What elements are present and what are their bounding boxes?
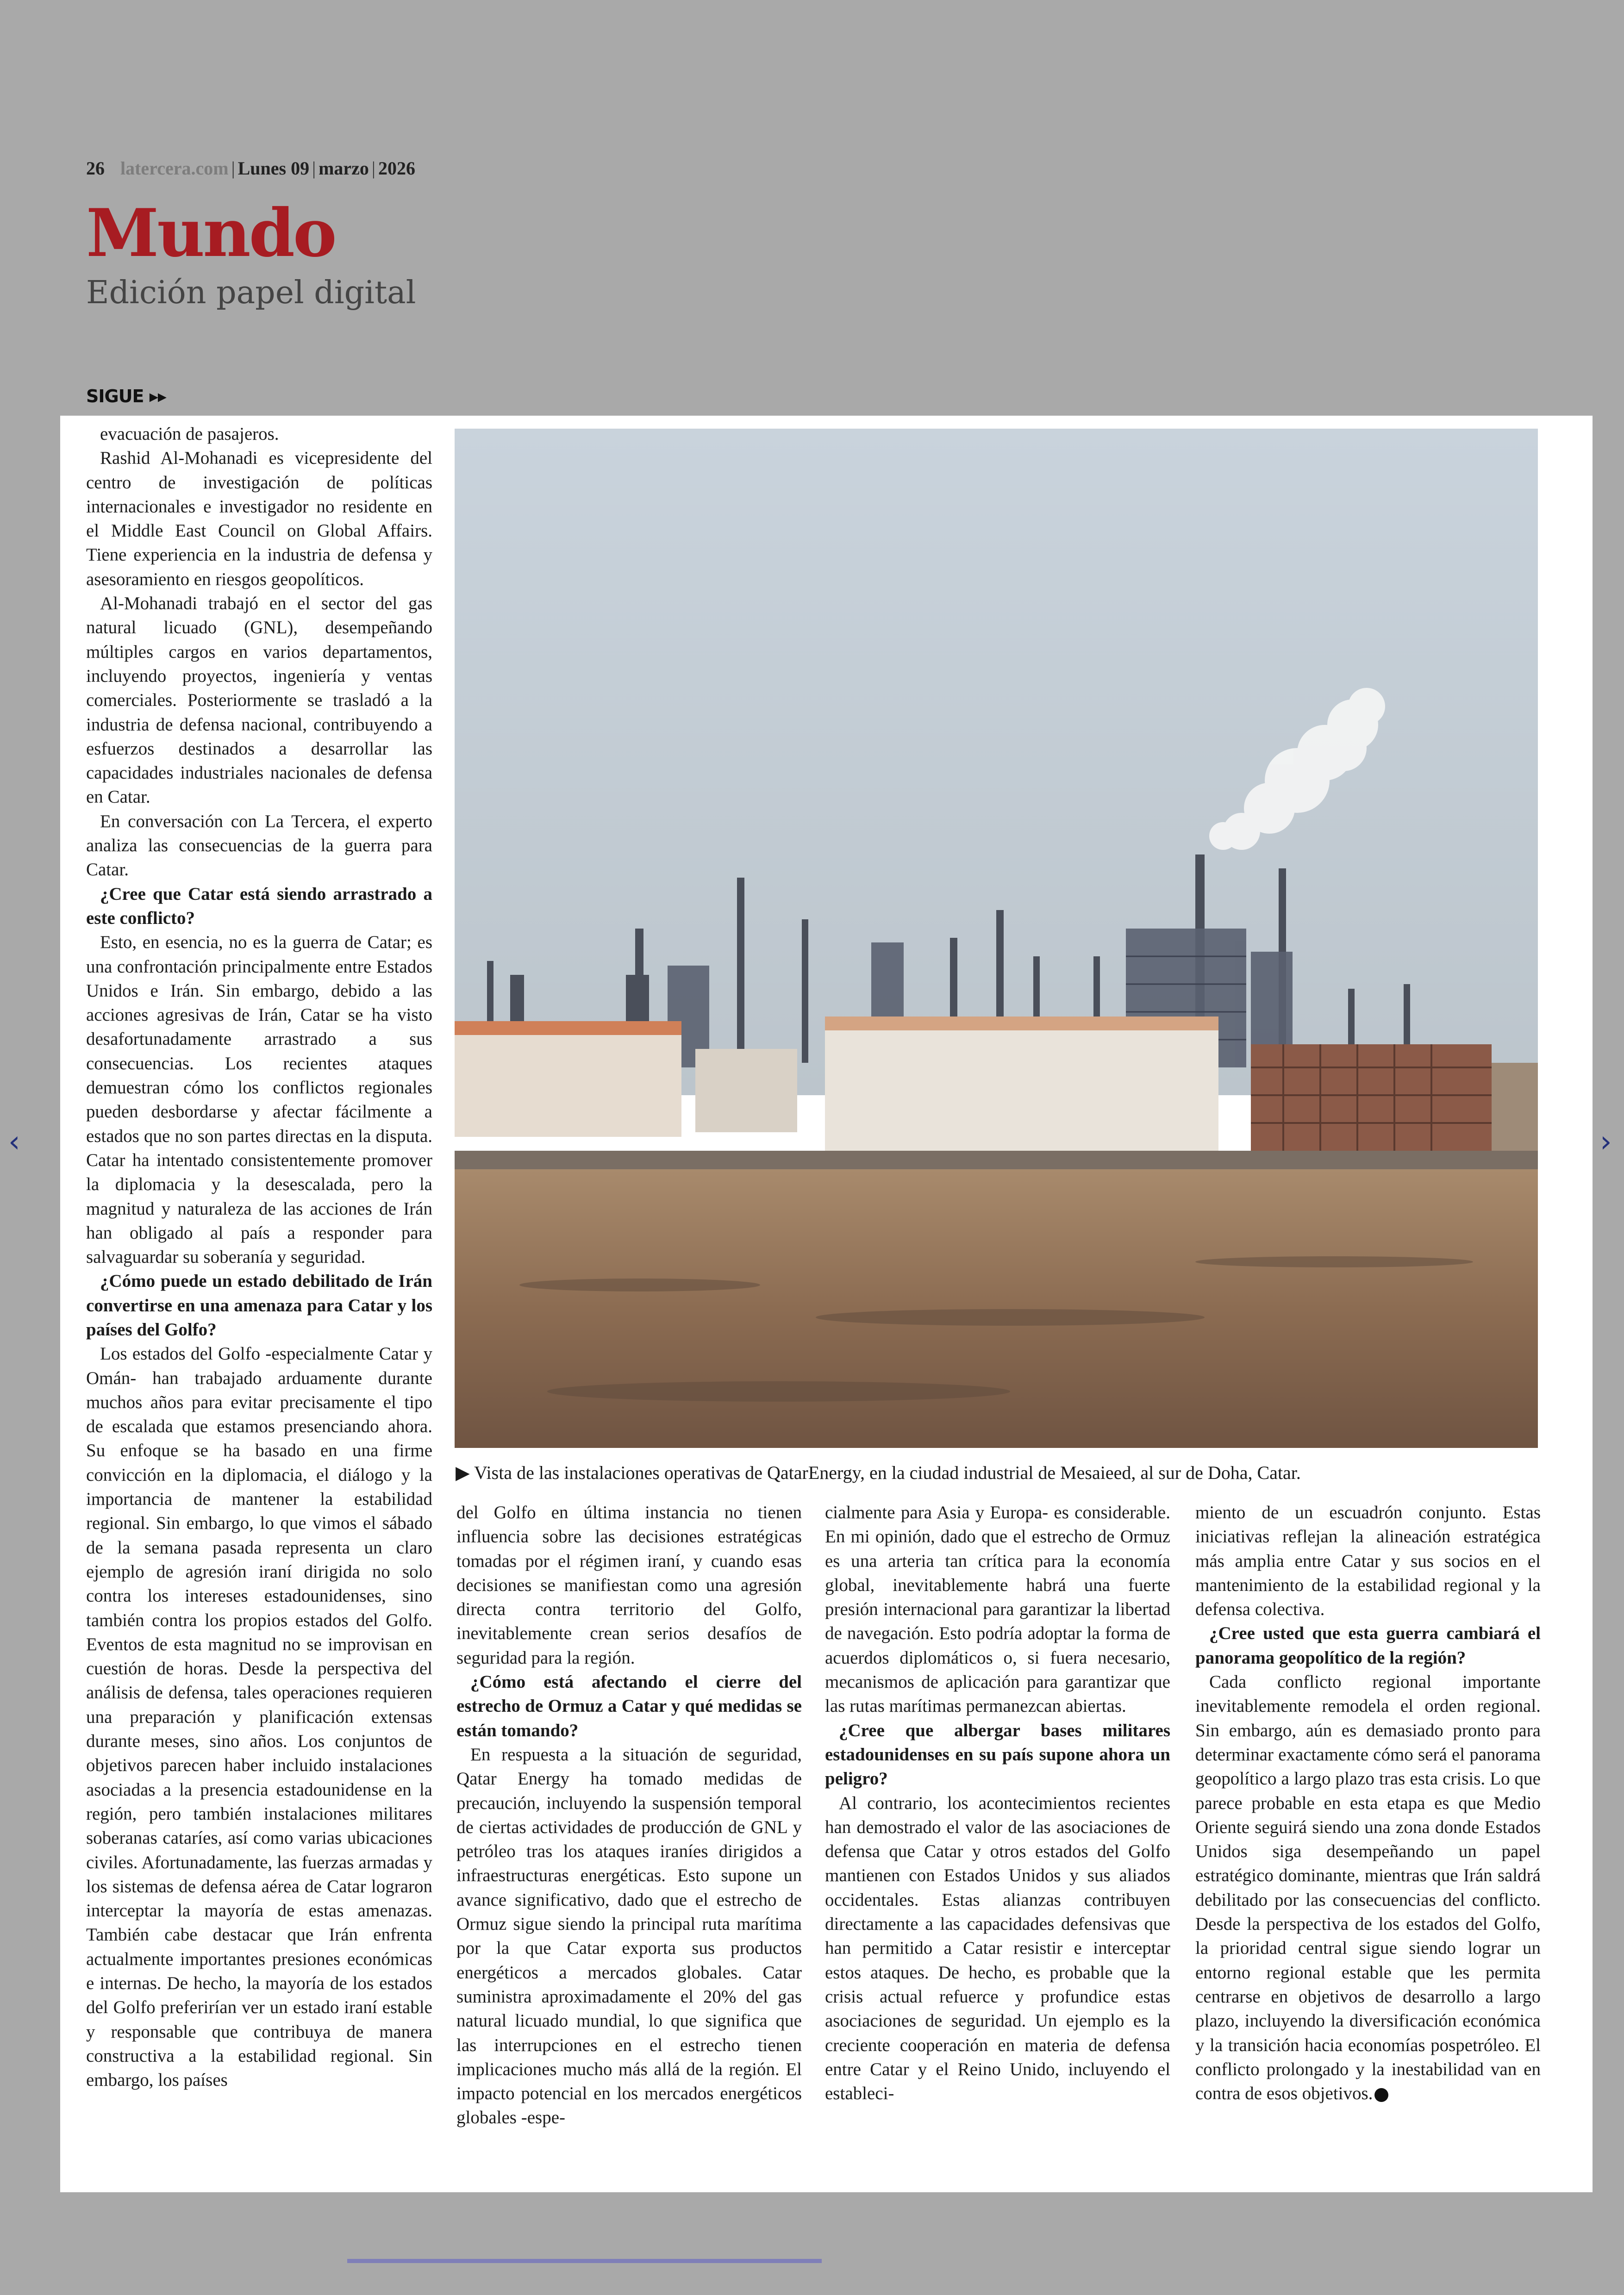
- dateline: 26 latercera.com | Lunes 09 | marzo | 2026: [86, 158, 415, 179]
- article-paragraph: En respuesta a la situación de seguridad, Qatar Energy ha tomado medidas de precaución, incluyendo la suspensión temporal de ciertas actividades de producción de GNL y petróleo tras los ataques iraníes dirigidos a infraestructuras energéticas. Esto supone un avance significativo, dado que el estrecho de Ormuz sigue siendo la principal ruta marítima por la que Catar exporta sus productos energéticos a mercados globales. Catar suministra aproximadamente el 20% del gas natural licuado mundial, lo que significa que las interrupciones en el estrecho tienen implicaciones mucho más allá de la región. El impacto potencial en los mercados energéticos globales -espe-: [456, 1744, 802, 2128]
- next-page-arrow-icon[interactable]: ›: [1600, 1125, 1612, 1159]
- article-paragraph: Al-Mohanadi trabajó en el sector del gas natural licuado (GNL), desempeñando múltiples cargos en varios departamentos, incluyendo proyectos, ingeniería y ventas comerciales. Posteriormente se trasladó a la industria de defensa nacional, contribuyendo a esfuerzos destinados a desarrollar las capacidades industriales nacionales de defensa en Catar.: [86, 593, 432, 807]
- article-paragraph: evacuación de pasajeros.: [100, 424, 279, 444]
- article-paragraph: En conversación con La Tercera, el experto analiza las consecuencias de la guerra para Catar.: [86, 811, 432, 880]
- interview-question: ¿Cree usted que esta guerra cambiará el panorama geopolítico de la región?: [1195, 1623, 1541, 1668]
- date-month: marzo: [319, 158, 369, 179]
- article-column-4: [1195, 1501, 1541, 2106]
- page-number: 26: [86, 158, 105, 179]
- edition-subtitle: Edición papel digital: [86, 274, 416, 311]
- section-title: Mundo: [86, 195, 335, 272]
- interview-question: ¿Cree que Catar está siendo arrastrado a este conflicto?: [86, 884, 432, 928]
- article-paragraph: del Golfo en última instancia no tienen influencia sobre las decisiones estratégicas tomadas por el régimen iraní, y cuando esas decisiones se manifiestan como una agresión directa contra territorio del Golfo, inevitablemente crean serios desafíos de seguridad para la región.: [456, 1503, 802, 1668]
- article-paragraph: Los estados del Golfo -especialmente Catar y Omán- han trabajado arduamente durante muchos años para evitar precisamente el tipo de escalada que estamos presenciando ahora. Su enfoque se ha basado en una firme convicción en la diplomacia, el diálogo y la importancia de mantener la estabilidad regional. Sin embargo, lo que vimos el sábado de la semana pasada representa un claro ejemplo de agresión iraní dirigida no solo contra los intereses estadounidenses, sino también contra los propios estados del Golfo. Eventos de esta magnitud no se improvisan en cuestión de horas. Desde la perspectiva del análisis de defensa, tales operaciones requieren una preparación y planificación extensas durante meses, sino años. Los conjuntos de objetivos parecen haber incluido instalaciones asociadas a la presencia estadounidense en la región, pero también instalaciones militares soberanas cataríes, así como varias ubicaciones civiles. Afortunadamente, las fuerzas armadas y los sistemas de defensa aérea de Catar lograron interceptar la mayoría de estas amenazas. También cabe destacar que Irán enfrenta actualmente importantes presiones económicas e internas. De hecho, la mayoría de los estados del Golfo preferirían ver un estado iraní estable y responsable que contribuya de manera constructiva a la estabilidad regional. Sin embargo, los países: [86, 1344, 432, 2090]
- previous-page-arrow-icon[interactable]: ‹: [8, 1125, 20, 1159]
- article-column-3: [825, 1501, 1170, 2106]
- reading-progress-fill: [347, 2259, 822, 2263]
- end-of-article-icon: P: [1374, 2088, 1388, 2102]
- interview-question: ¿Cree que albergar bases militares estadounidenses en su país supone ahora un peligro?: [825, 1720, 1170, 1789]
- article-paragraph: Al contrario, los acontecimientos recientes han demostrado el valor de las asociaciones de defensa que Catar y otros estados del Golfo mantienen con Estados Unidos y sus aliados occidentales. Estas alianzas contribuyen directamente a las capacidades defensivas que han permitido a Catar resistir e interceptar estos ataques. De hecho, es probable que la crisis actual refuerce y profundice estas asociaciones de seguridad. Un ejemplo es la creciente cooperación en materia de defensa entre Catar y el Reino Unido, incluyendo el estableci-: [825, 1793, 1170, 2104]
- reading-progress-bar[interactable]: [347, 2259, 1296, 2263]
- site-name: latercera.com: [120, 158, 229, 179]
- article-paragraph: Esto, en esencia, no es la guerra de Catar; es una confrontación principalmente entre Estados Unidos e Irán. Sin embargo, debido a las acciones agresivas de Irán, Catar se ha visto desafortunadamente arrastrado a sus consecuencias. Los recientes ataques demuestran cómo los conflictos regionales pueden desbordarse y afectar fácilmente a estados que no son partes directas en la disputa. Catar ha intentado consistentemente promover la diplomacia y la desescalada, pero la magnitud y naturaleza de las acciones de Irán han obligado al país a responder para salvaguardar su soberanía y seguridad.: [86, 932, 432, 1267]
- interview-question: ¿Cómo está afectando el cierre del estrecho de Ormuz a Catar y qué medidas se están tomando?: [456, 1672, 802, 1740]
- article-paragraph: Cada conflicto regional importante inevitablemente remodela el orden regional. Sin embargo, aún es demasiado pronto para determinar exactamente cómo será el panorama geopolítico a largo plazo tras esta crisis. Lo que parece probable en esta etapa es que Medio Oriente seguirá siendo una zona donde Estados Unidos siga desempeñando un papel estratégico dominante, mientras que Irán saldrá debilitado por las consecuencias del conflicto. Desde la perspectiva de los estados del Golfo, la prioridad central sigue siendo lograr un entorno regional estable que les permita centrarse en objetivos de desarrollo a largo plazo, incluyendo la diversificación económica y la transición hacia economías pospetróleo. El conflicto prolongado y la inestabilidad van en contra de esos objetivos. P: [1195, 1672, 1541, 2104]
- date-day: Lunes 09: [237, 158, 310, 179]
- continues-marker: SIGUE ▸▸: [86, 386, 166, 406]
- article-paragraph: Rashid Al-Mohanadi es vicepresidente del centro de investigación de políticas internacionales e investigador no residente en el Middle East Council on Global Affairs. Tiene experiencia en la industria de defensa y asesoramiento en riesgos geopolíticos.: [86, 448, 432, 589]
- article-paragraph: cialmente para Asia y Europa- es considerable. En mi opinión, dado que el estrecho de Ormuz es una arteria tan crítica para la economía global, inevitablemente habrá una fuerte presión internacional para garantizar la libertad de navegación. Esto podría adoptar la forma de acuerdos diplomáticos o, si fuera necesario, mecanismos de aplicación para garantizar que las rutas marítimas permanezcan abiertas.: [825, 1503, 1170, 1716]
- interview-question: ¿Cómo puede un estado debilitado de Irán convertirse en una amenaza para Catar y los países del Golfo?: [86, 1271, 432, 1340]
- article-paragraph: miento de un escuadrón conjunto. Estas iniciativas reflejan la alineación estratégica más amplia entre Catar y sus socios en el mantenimiento de la estabilidad regional y la defensa colectiva.: [1195, 1503, 1541, 1620]
- photo-caption: ▶ Vista de las instalaciones operativas de QatarEnergy, en la ciudad industrial de Mesaieed, al sur de Doha, Catar.: [456, 1462, 1301, 1483]
- refinery-photo: [455, 429, 1538, 1448]
- date-year: 2026: [378, 158, 415, 179]
- article-column-2: [456, 1501, 802, 2130]
- page-header: [86, 157, 1568, 311]
- article-column-1: [86, 422, 432, 2092]
